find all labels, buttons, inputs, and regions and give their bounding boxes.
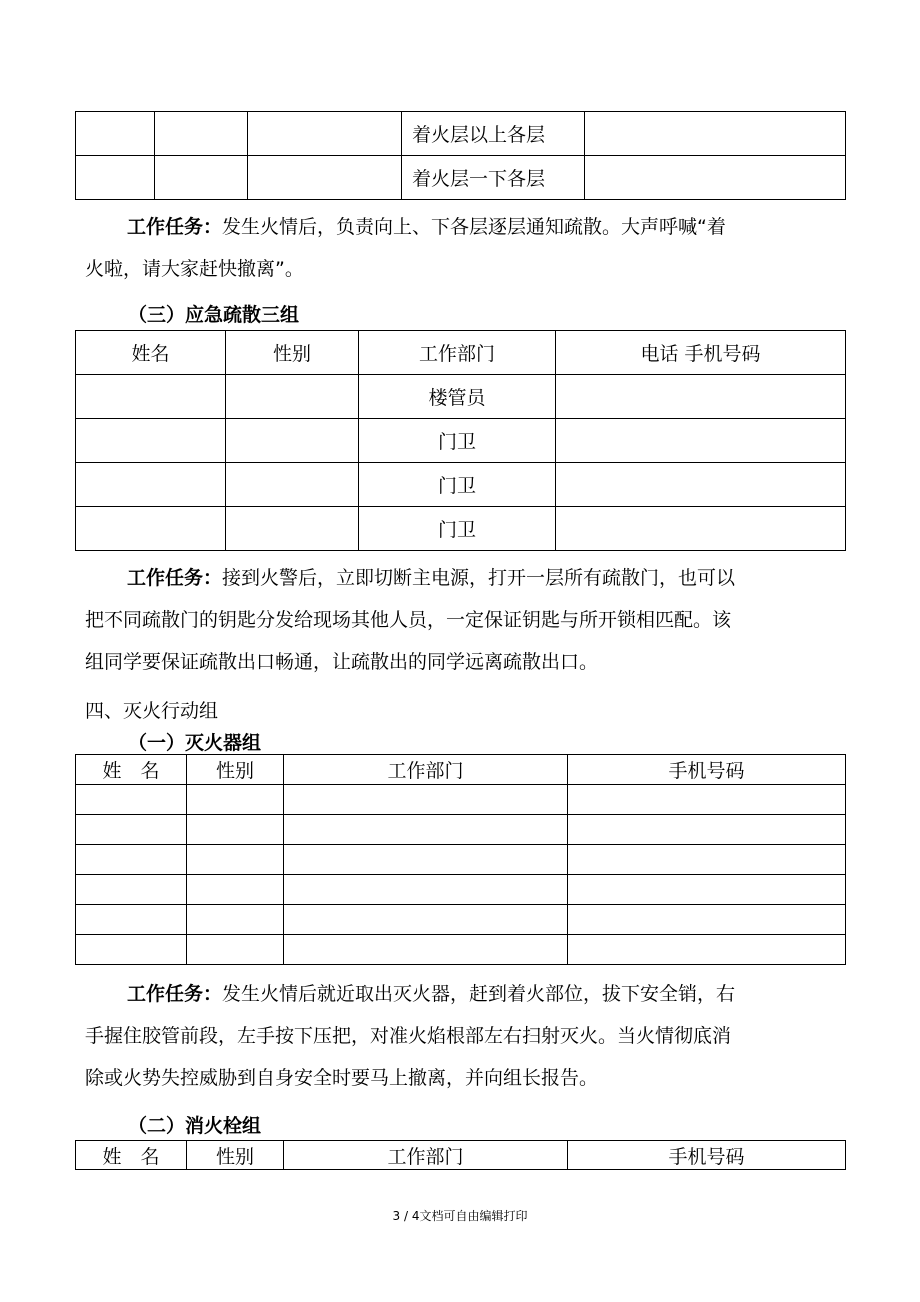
table-cell: 着火层一下各层 [402,156,585,200]
paragraph-line: 组同学要保证疏散出口畅通，让疏散出的同学远离疏散出口。 [85,651,599,673]
table-cell [248,156,402,200]
column-header: 工作部门 [284,1141,568,1170]
table-cell [556,463,846,507]
column-header: 性别 [187,1141,284,1170]
table-cell [187,935,284,965]
task-paragraph-2 [85,557,835,683]
table-cell [226,419,359,463]
column-header: 手机号码 [568,755,846,785]
table-cell [556,507,846,551]
table-cell [226,507,359,551]
paragraph-line: 把不同疏散门的钥匙分发给现场其他人员，一定保证钥匙与所开锁相匹配。该 [85,609,732,631]
column-header: 电话 手机号码 [556,331,846,375]
table-cell: 着火层以上各层 [402,112,585,156]
table-hydrant [75,1140,846,1170]
table-cell [284,845,568,875]
table-row [76,815,846,845]
paragraph-line: 火啦，请大家赶快撤离”。 [85,258,304,280]
table-cell [585,112,846,156]
table-cell [187,845,284,875]
table-cell [284,905,568,935]
paragraph-line [85,557,835,599]
table-cell [226,375,359,419]
task-label: 工作任务： [127,983,223,1005]
table-cell [76,463,226,507]
table-cell [568,815,846,845]
paragraph-text: 发生火情后就近取出灭火器，赶到着火部位，拔下安全销，右 [222,983,736,1005]
table-cell [226,463,359,507]
table-row [76,156,846,200]
table-cell [284,815,568,845]
table-cell [556,419,846,463]
table-header-row [76,331,846,375]
table-cell [76,156,155,200]
table-row [76,507,846,551]
table-row [76,375,846,419]
table-cell: 门卫 [359,507,556,551]
subsection-title-hydrant: （二）消火栓组 [128,1115,262,1137]
section-title-evacuation-3: （三）应急疏散三组 [128,304,300,326]
table-cell [568,935,846,965]
table-extinguisher [75,754,846,965]
table-row [76,785,846,815]
table-cell [76,785,187,815]
table-cell [556,375,846,419]
page-footer: 3 / 4文档可自由编辑打印 [392,1209,528,1223]
column-header: 姓 名 [76,1141,187,1170]
column-header: 手机号码 [568,1141,846,1170]
paragraph-text: 接到火警后，立即切断主电源，打开一层所有疏散门，也可以 [222,567,736,589]
table-cell: 门卫 [359,463,556,507]
table-cell [568,785,846,815]
table-row [76,905,846,935]
column-header: 工作部门 [359,331,556,375]
column-header: 工作部门 [284,755,568,785]
column-header: 姓 名 [76,755,187,785]
table-cell [155,112,248,156]
table-row [76,875,846,905]
paragraph-line: 手握住胶管前段，左手按下压把，对准火焰根部左右扫射灭火。当火情彻底消 [85,1025,732,1047]
table-cell [187,815,284,845]
table-cell [76,875,187,905]
table-row [76,112,846,156]
column-header: 姓名 [76,331,226,375]
task-paragraph-3 [85,973,835,1099]
table-cell [76,935,187,965]
table-cell [568,875,846,905]
column-header: 性别 [187,755,284,785]
table-cell [284,935,568,965]
subsection-title-extinguisher: （一）灭火器组 [128,732,262,754]
table-cell [284,785,568,815]
table-row [76,419,846,463]
table-cell [568,905,846,935]
table-row [76,845,846,875]
table-cell [76,419,226,463]
table-cell: 楼管员 [359,375,556,419]
paragraph-line: 除或火势失控威胁到自身安全时要马上撤离，并向组长报告。 [85,1067,599,1089]
table-cell [187,875,284,905]
table-cell [76,112,155,156]
table-header-row [76,755,846,785]
table-row [76,463,846,507]
task-paragraph-1 [85,206,835,290]
paragraph-line [85,206,835,248]
table-cell [187,905,284,935]
table-cell [585,156,846,200]
table-row [76,935,846,965]
table-cell [284,875,568,905]
table-cell [76,905,187,935]
section-title-firefighting: 四、灭火行动组 [85,700,219,722]
task-label: 工作任务： [127,216,223,238]
column-header: 性别 [226,331,359,375]
table-header-row [76,1141,846,1170]
paragraph-line [85,973,835,1015]
table-cell [187,785,284,815]
paragraph-text: 发生火情后，负责向上、下各层逐层通知疏散。大声呼喊“着 [222,216,726,238]
table-cell [76,375,226,419]
table-cell [76,845,187,875]
table-evacuation-3 [75,330,846,551]
table-cell: 门卫 [359,419,556,463]
table-cell [155,156,248,200]
table-cell [76,815,187,845]
table-cell [76,507,226,551]
table-cell [568,845,846,875]
task-label: 工作任务： [127,567,223,589]
table-fire-floors [75,111,846,200]
table-cell [248,112,402,156]
